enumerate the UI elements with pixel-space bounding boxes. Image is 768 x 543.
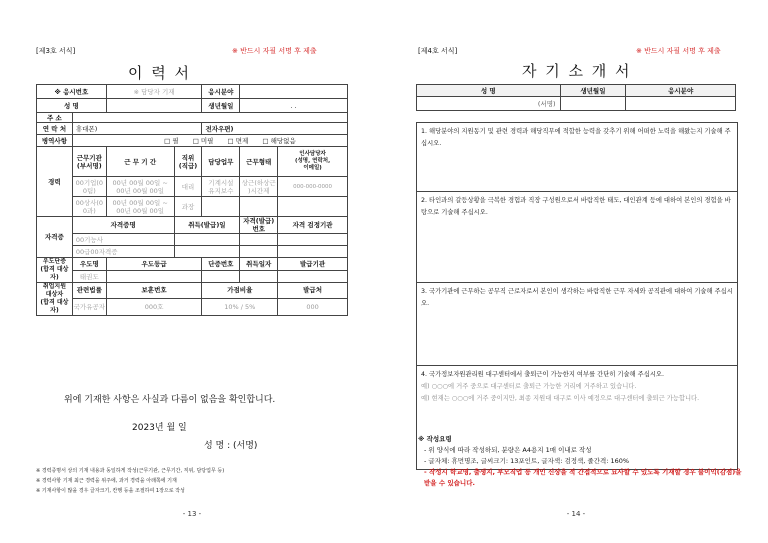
dan-row-art[interactable]: 태권도 [72, 271, 106, 283]
career-row1-duty[interactable]: 기계시설 유지보수 [202, 177, 240, 197]
guide-warning: - 작성시 학교명, 출생지, 부모직업 등 개인 신상을 적 간접적으로 묘사할 수 있도록 기재할 경우 불이익(감점)을 받을 수 있습니다. [424, 468, 742, 487]
field-value[interactable] [240, 85, 348, 99]
career-header-hr: 인사담당자 (성명, 연락처, 이메일) [278, 147, 348, 177]
question-box [416, 122, 738, 470]
career-row2-period[interactable]: 00년 00월 00일 ~ 00년 00월 00일 [106, 197, 174, 217]
footnotes [36, 466, 224, 496]
name-header: 성 명 [417, 85, 561, 97]
exam-number-label: ※ 응시번호 [37, 85, 107, 99]
cert-header-number: 자격(발급)번호 [240, 217, 278, 234]
guide-item: - 글자체: 휴먼명조, 글씨크기: 13포인트, 글자색: 검정색, 줄간격: 160% [424, 457, 630, 465]
cert-row1-agency[interactable] [278, 234, 348, 246]
question-2-text: 2. 타인과의 갈등상황을 극복한 경험과 직장 구성원으로서 바람직한 태도, 대인관계 등에 대하여 본인의 경험을 바탕으로 기술해 주십시오. [421, 197, 731, 216]
question-3-text: 3. 국가기관에 근무하는 공무직 근로자로서 본인이 생각하는 바람직한 근무 자세와 공직관에 대하여 기술해 주십시오. [421, 288, 733, 307]
veteran-header-ratio: 가점비율 [202, 283, 278, 299]
name-label: 성 명 [37, 99, 107, 113]
example-1: 예) ○○○에 거주 중으로 대구센터로 출퇴근 가능한 거리에 거주하고 있습니다. [421, 383, 637, 390]
date-line: 2023년 월 일 [132, 423, 187, 433]
birth-header: 생년월일 [560, 85, 626, 97]
cert-row1-name[interactable]: 00기능사 [72, 234, 174, 246]
question-4-text: 4. 국가정보자원관리원 대구센터에서 출퇴근이 가능한지 여부를 간단히 기술해 주십시오. [421, 371, 665, 378]
field-cell[interactable] [626, 97, 736, 111]
veteran-row-issuer[interactable]: 000 [278, 298, 348, 315]
career-row2-hr[interactable] [278, 197, 348, 217]
dan-label: 우도단증 (합격 대상자) [37, 258, 73, 283]
career-header-position: 직위 (직급) [174, 147, 202, 177]
birth-label: 생년월일 [202, 99, 240, 113]
military-options[interactable]: □ 필 □ 미필 □ 면제 □ 해당없음 [72, 135, 347, 147]
question-4-examples [417, 381, 737, 408]
veteran-row-number[interactable]: 000호 [106, 298, 202, 315]
question-1[interactable] [417, 123, 737, 192]
veteran-label: 취업지원 대상자 (합격 대상자) [37, 283, 73, 316]
name-value[interactable] [106, 99, 202, 113]
career-row2-org[interactable]: 00상사(0 0과) [72, 197, 106, 217]
confirm-statement: 위에 기재한 사항은 사실과 다름이 없음을 확인합니다. [64, 395, 276, 405]
veteran-row-ratio[interactable]: 10% / 5% [202, 298, 278, 315]
cert-row2-agency[interactable] [278, 246, 348, 258]
question-3[interactable] [417, 283, 737, 366]
career-row1-period[interactable]: 00년 00월 00일 ~ 00년 00월 00일 [106, 177, 174, 197]
form-number: [제3호 서식] [36, 47, 76, 55]
career-label: 경력 [37, 147, 73, 217]
address-value[interactable] [72, 113, 347, 123]
cert-row1-date[interactable] [174, 234, 240, 246]
career-row1-org[interactable]: 00기업(0 0팀) [72, 177, 106, 197]
dan-row-number[interactable] [202, 271, 240, 283]
page-number: - 14 - [566, 510, 586, 518]
veteran-header-number: 보훈번호 [106, 283, 202, 299]
sign-notice: ※ 반드시 자필 서명 후 제출 [636, 47, 721, 55]
signature-line[interactable]: 성 명 : (서명) [204, 441, 258, 451]
career-header-org: 근무기관 (부서명) [72, 147, 106, 177]
dan-row-date[interactable] [240, 271, 278, 283]
veteran-row-law[interactable]: 국가유공자 [72, 298, 106, 315]
contact-label: 연 락 처 [37, 123, 73, 135]
guide-title: ※ 작성요령 [418, 435, 452, 443]
cert-header-name: 자격증명 [72, 217, 174, 234]
cert-row2-name[interactable]: 00급00자격증 [72, 246, 174, 258]
example-2: 예) 현재는 ○○○에 거주 중이지만, 최종 지원대 대구로 이사 예정으로 대구센터에 출퇴근 가능합니다. [421, 395, 700, 402]
career-header-type: 근무형태 [240, 147, 278, 177]
veteran-header-issuer: 발급처 [278, 283, 348, 299]
cert-label: 자격증 [37, 217, 73, 258]
career-row2-duty[interactable] [202, 197, 240, 217]
dan-header-grade: 우도등급 [106, 258, 202, 271]
dan-header-agency: 발급기관 [278, 258, 348, 271]
veteran-header-law: 관련법률 [72, 283, 106, 299]
resume-table [36, 84, 348, 316]
guide-item: - 위 양식에 따라 작성하되, 분량은 A4용지 1매 이내로 작성 [424, 446, 592, 454]
career-row1-hr[interactable]: 000-000-0000 [278, 177, 348, 197]
dan-row-grade[interactable] [106, 271, 202, 283]
question-2[interactable] [417, 192, 737, 283]
field-header: 응시분야 [626, 85, 736, 97]
career-header-period: 근 무 기 간 [106, 147, 174, 177]
cert-row1-number[interactable] [240, 234, 278, 246]
cert-row2-number[interactable] [240, 246, 278, 258]
page-number: - 13 - [182, 510, 202, 518]
career-header-duty: 담당업무 [202, 147, 240, 177]
cert-header-date: 취득(발급)일 [174, 217, 240, 234]
mobile-label[interactable]: 휴대폰) [72, 123, 202, 135]
dan-header-art: 우도명 [72, 258, 106, 271]
form-number: [제4호 서식] [418, 47, 458, 55]
self-intro-header-table [416, 84, 736, 111]
footnote: ※ 기재사항이 많을 경우 글자크기, 칸행 등을 조절하여 1장으로 작성 [36, 488, 185, 494]
question-1-text: 1. 해당분야의 지원동기 및 관련 경력과 해당직무에 적합한 능력을 갖추기 위해 어떠한 노력을 해왔는지 기술해 주십시오. [421, 128, 731, 147]
writing-guide [418, 434, 748, 489]
career-row1-type[interactable]: 상근(하상근 )시간제 [241, 178, 276, 195]
staff-fill-note: ※ 담당자 기재 [106, 85, 202, 99]
name-sign-cell[interactable]: (서명) [417, 97, 561, 111]
address-label: 주 소 [37, 113, 73, 123]
cert-header-agency: 자격 검정기관 [278, 217, 348, 234]
dan-row-agency[interactable] [278, 271, 348, 283]
cert-row2-date[interactable] [174, 246, 240, 258]
footnote: ※ 경력증명서 상의 기재 내용과 동일하게 작성(근무기관, 근무기간, 직위, 담당업무 등) [36, 468, 225, 474]
dan-header-number: 단증번호 [202, 258, 240, 271]
career-row2-position[interactable]: 과장 [174, 197, 202, 217]
sign-notice: ※ 반드시 자필 서명 후 제출 [232, 47, 317, 55]
footnote: ※ 경력사항 기재 최근 경력을 위주에, 과거 경력을 아래쪽에 기재 [36, 478, 177, 484]
birth-cell[interactable] [560, 97, 626, 111]
page-title: 자 기 소 개 서 [522, 62, 632, 80]
birth-value[interactable]: . . [240, 99, 348, 113]
military-label: 병역사항 [37, 135, 73, 147]
career-row2-type[interactable] [240, 197, 278, 217]
career-row1-position[interactable]: 대리 [174, 177, 202, 197]
email-label[interactable]: 전자우편) [202, 123, 348, 135]
field-label: 응시분야 [202, 85, 240, 99]
page-title: 이 력 서 [128, 64, 192, 82]
dan-header-date: 취득일자 [240, 258, 278, 271]
